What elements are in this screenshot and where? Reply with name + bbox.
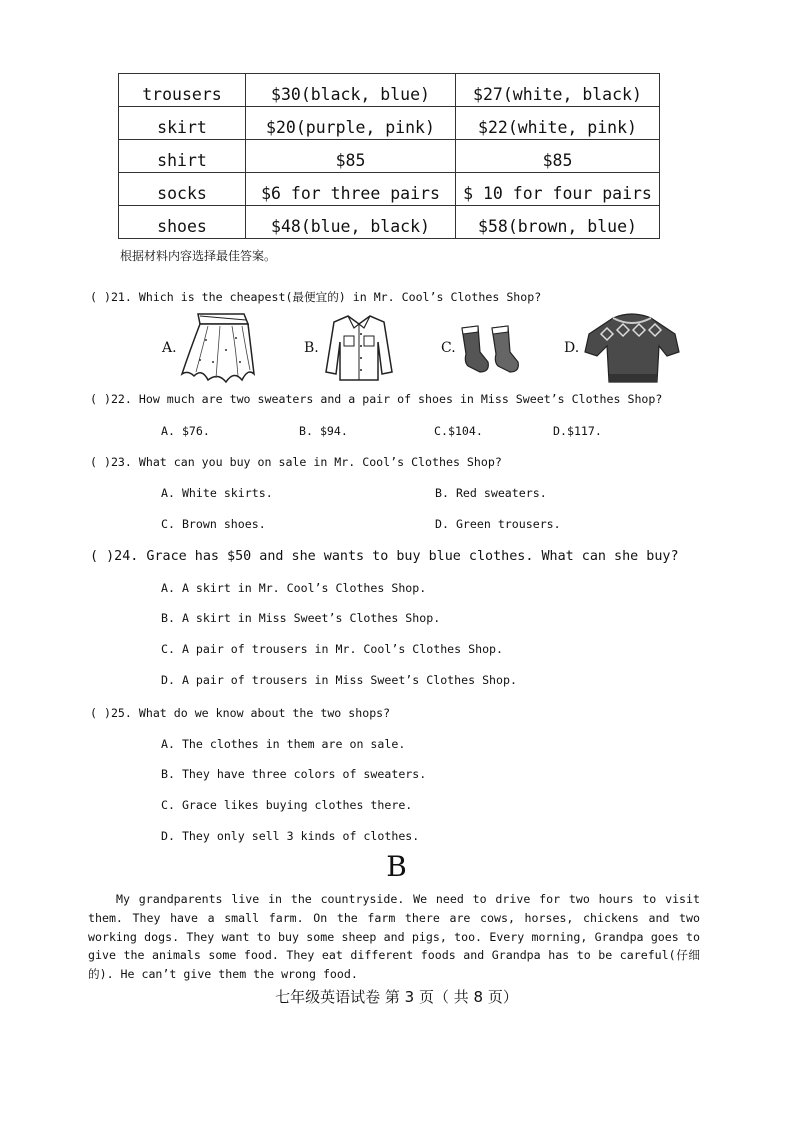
q25-option-a: A. The clothes in them are on sale. [161, 737, 406, 751]
table-row [119, 173, 660, 206]
q22-option-d: D.$117. [553, 424, 602, 438]
q21-option-d-label: D. [564, 340, 580, 356]
q24-option-d: D. A pair of trousers in Miss Sweet’s Clothes Shop. [161, 673, 517, 687]
question-21: ( )21. Which is the cheapest(最便宜的) in Mr. Cool’s Clothes Shop? [90, 290, 542, 304]
q24-option-b: B. A skirt in Miss Sweet’s Clothes Shop. [161, 611, 441, 625]
q21-option-b-label: B. [304, 340, 319, 356]
table-cell-item: trousers [119, 74, 246, 107]
shirt-icon [320, 312, 398, 386]
table-row [119, 206, 660, 239]
table-cell-item: shirt [119, 140, 246, 173]
table-cell-item: skirt [119, 107, 246, 140]
section-b-passage [88, 890, 700, 984]
q21-option-c-label: C. [441, 340, 456, 356]
table-cell-cool: $48(blue, black) [246, 206, 456, 239]
question-23: ( )23. What can you buy on sale in Mr. Cool’s Clothes Shop? [90, 455, 502, 469]
q25-option-d: D. They only sell 3 kinds of clothes. [161, 829, 420, 843]
q22-option-c: C.$104. [434, 424, 483, 438]
table-cell-item: shoes [119, 206, 246, 239]
table-cell-cool: $6 for three pairs [246, 173, 456, 206]
socks-icon [458, 322, 520, 380]
question-24: ( )24. Grace has $50 and she wants to buy blue clothes. What can she buy? [90, 549, 679, 564]
table-row [119, 107, 660, 140]
q23-option-b: B. Red sweaters. [435, 486, 547, 500]
q22-option-a: A. $76. [161, 424, 210, 438]
table-row [119, 140, 660, 173]
table-cell-item: socks [119, 173, 246, 206]
q23-option-a: A. White skirts. [161, 486, 273, 500]
q24-option-a: A. A skirt in Mr. Cool’s Clothes Shop. [161, 581, 427, 595]
price-table [118, 73, 660, 239]
q24-option-c: C. A pair of trousers in Mr. Cool’s Clothes Shop. [161, 642, 504, 656]
page-footer: 七年级英语试卷 第 3 页（ 共 8 页） [275, 988, 518, 1006]
table-cell-sweet: $85 [456, 140, 660, 173]
table-cell-sweet: $27(white, black) [456, 74, 660, 107]
section-b-title: B [386, 850, 407, 883]
question-25: ( )25. What do we know about the two shops? [90, 706, 391, 720]
q23-option-c: C. Brown shoes. [161, 517, 266, 531]
table-cell-sweet: $ 10 for four pairs [456, 173, 660, 206]
table-cell-sweet: $22(white, pink) [456, 107, 660, 140]
table-cell-cool: $30(black, blue) [246, 74, 456, 107]
skirt-icon [178, 310, 256, 389]
q23-option-d: D. Green trousers. [435, 517, 561, 531]
question-22: ( )22. How much are two sweaters and a pair of shoes in Miss Sweet’s Clothes Shop? [90, 392, 663, 406]
q25-option-c: C. Grace likes buying clothes there. [161, 798, 413, 812]
table-row [119, 74, 660, 107]
q25-option-b: B. They have three colors of sweaters. [161, 767, 427, 781]
table-cell-cool: $85 [246, 140, 456, 173]
q22-option-b: B. $94. [299, 424, 348, 438]
passage-paragraph: My grandparents live in the countryside. We need to drive for two hours to visit them. They have a small farm. On the farm there are cows, horses, chickens and two working dogs. They want to buy some sheep and pigs, too. Every morning, Grandpa goes to give the animals some food. They eat different foods and Grandpa has to be careful(仔细的). He can’t give them the wrong food. [88, 892, 700, 982]
instruction: 根据材料内容选择最佳答案。 [120, 249, 277, 263]
table-cell-cool: $20(purple, pink) [246, 107, 456, 140]
table-cell-sweet: $58(brown, blue) [456, 206, 660, 239]
sweater-icon [583, 312, 681, 388]
q21-option-a-label: A. [162, 340, 177, 356]
